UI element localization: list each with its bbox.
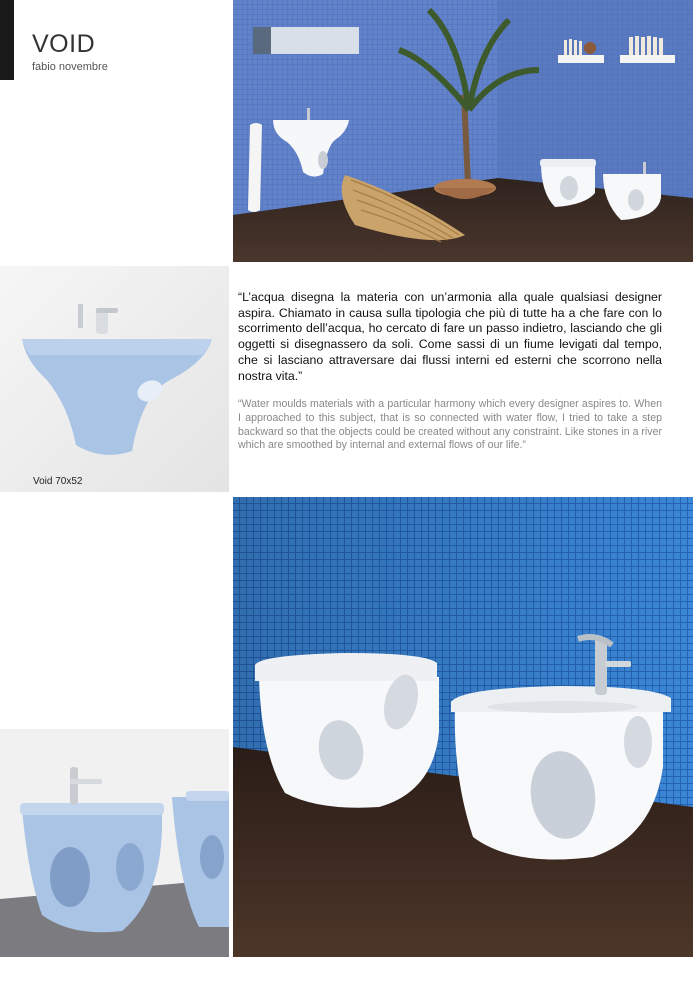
header-accent-bar — [0, 0, 14, 80]
collection-title: VOID — [32, 30, 96, 58]
designer-quote-english: “Water moulds materials with a particular harmony which every designer aspires to. When I approached to this subject, that is so connected with water flow, I tried to take a step backward so that the objects could be created without any constraint. Like stones in a river which are smoothed by internal and external flows of our life.” — [238, 398, 662, 452]
basin-caption: Void 70x52 — [33, 476, 83, 487]
toilet-bidet-photo — [233, 497, 693, 957]
designer-name: fabio novembre — [32, 61, 108, 73]
designer-quote-italian: “L’acqua disegna la materia con un’armonia alla quale qualsiasi designer aspira. Chiamato in causa sulla tipologia che più di tutte ha a che fare con lo scorrimento dell’acqua, ho cercato di fare un passo indietro, lasciando che gli oggetti si disegnassero da soli. Come sassi di un fiume levigati dal tempo, che si lasciano attraversare dai flussi interni ed esterni che scorrono nella nostra vita.” — [238, 290, 662, 383]
blue-bidet-photo — [0, 729, 229, 957]
room-scene-photo — [233, 0, 693, 262]
basin-photo — [0, 266, 229, 492]
